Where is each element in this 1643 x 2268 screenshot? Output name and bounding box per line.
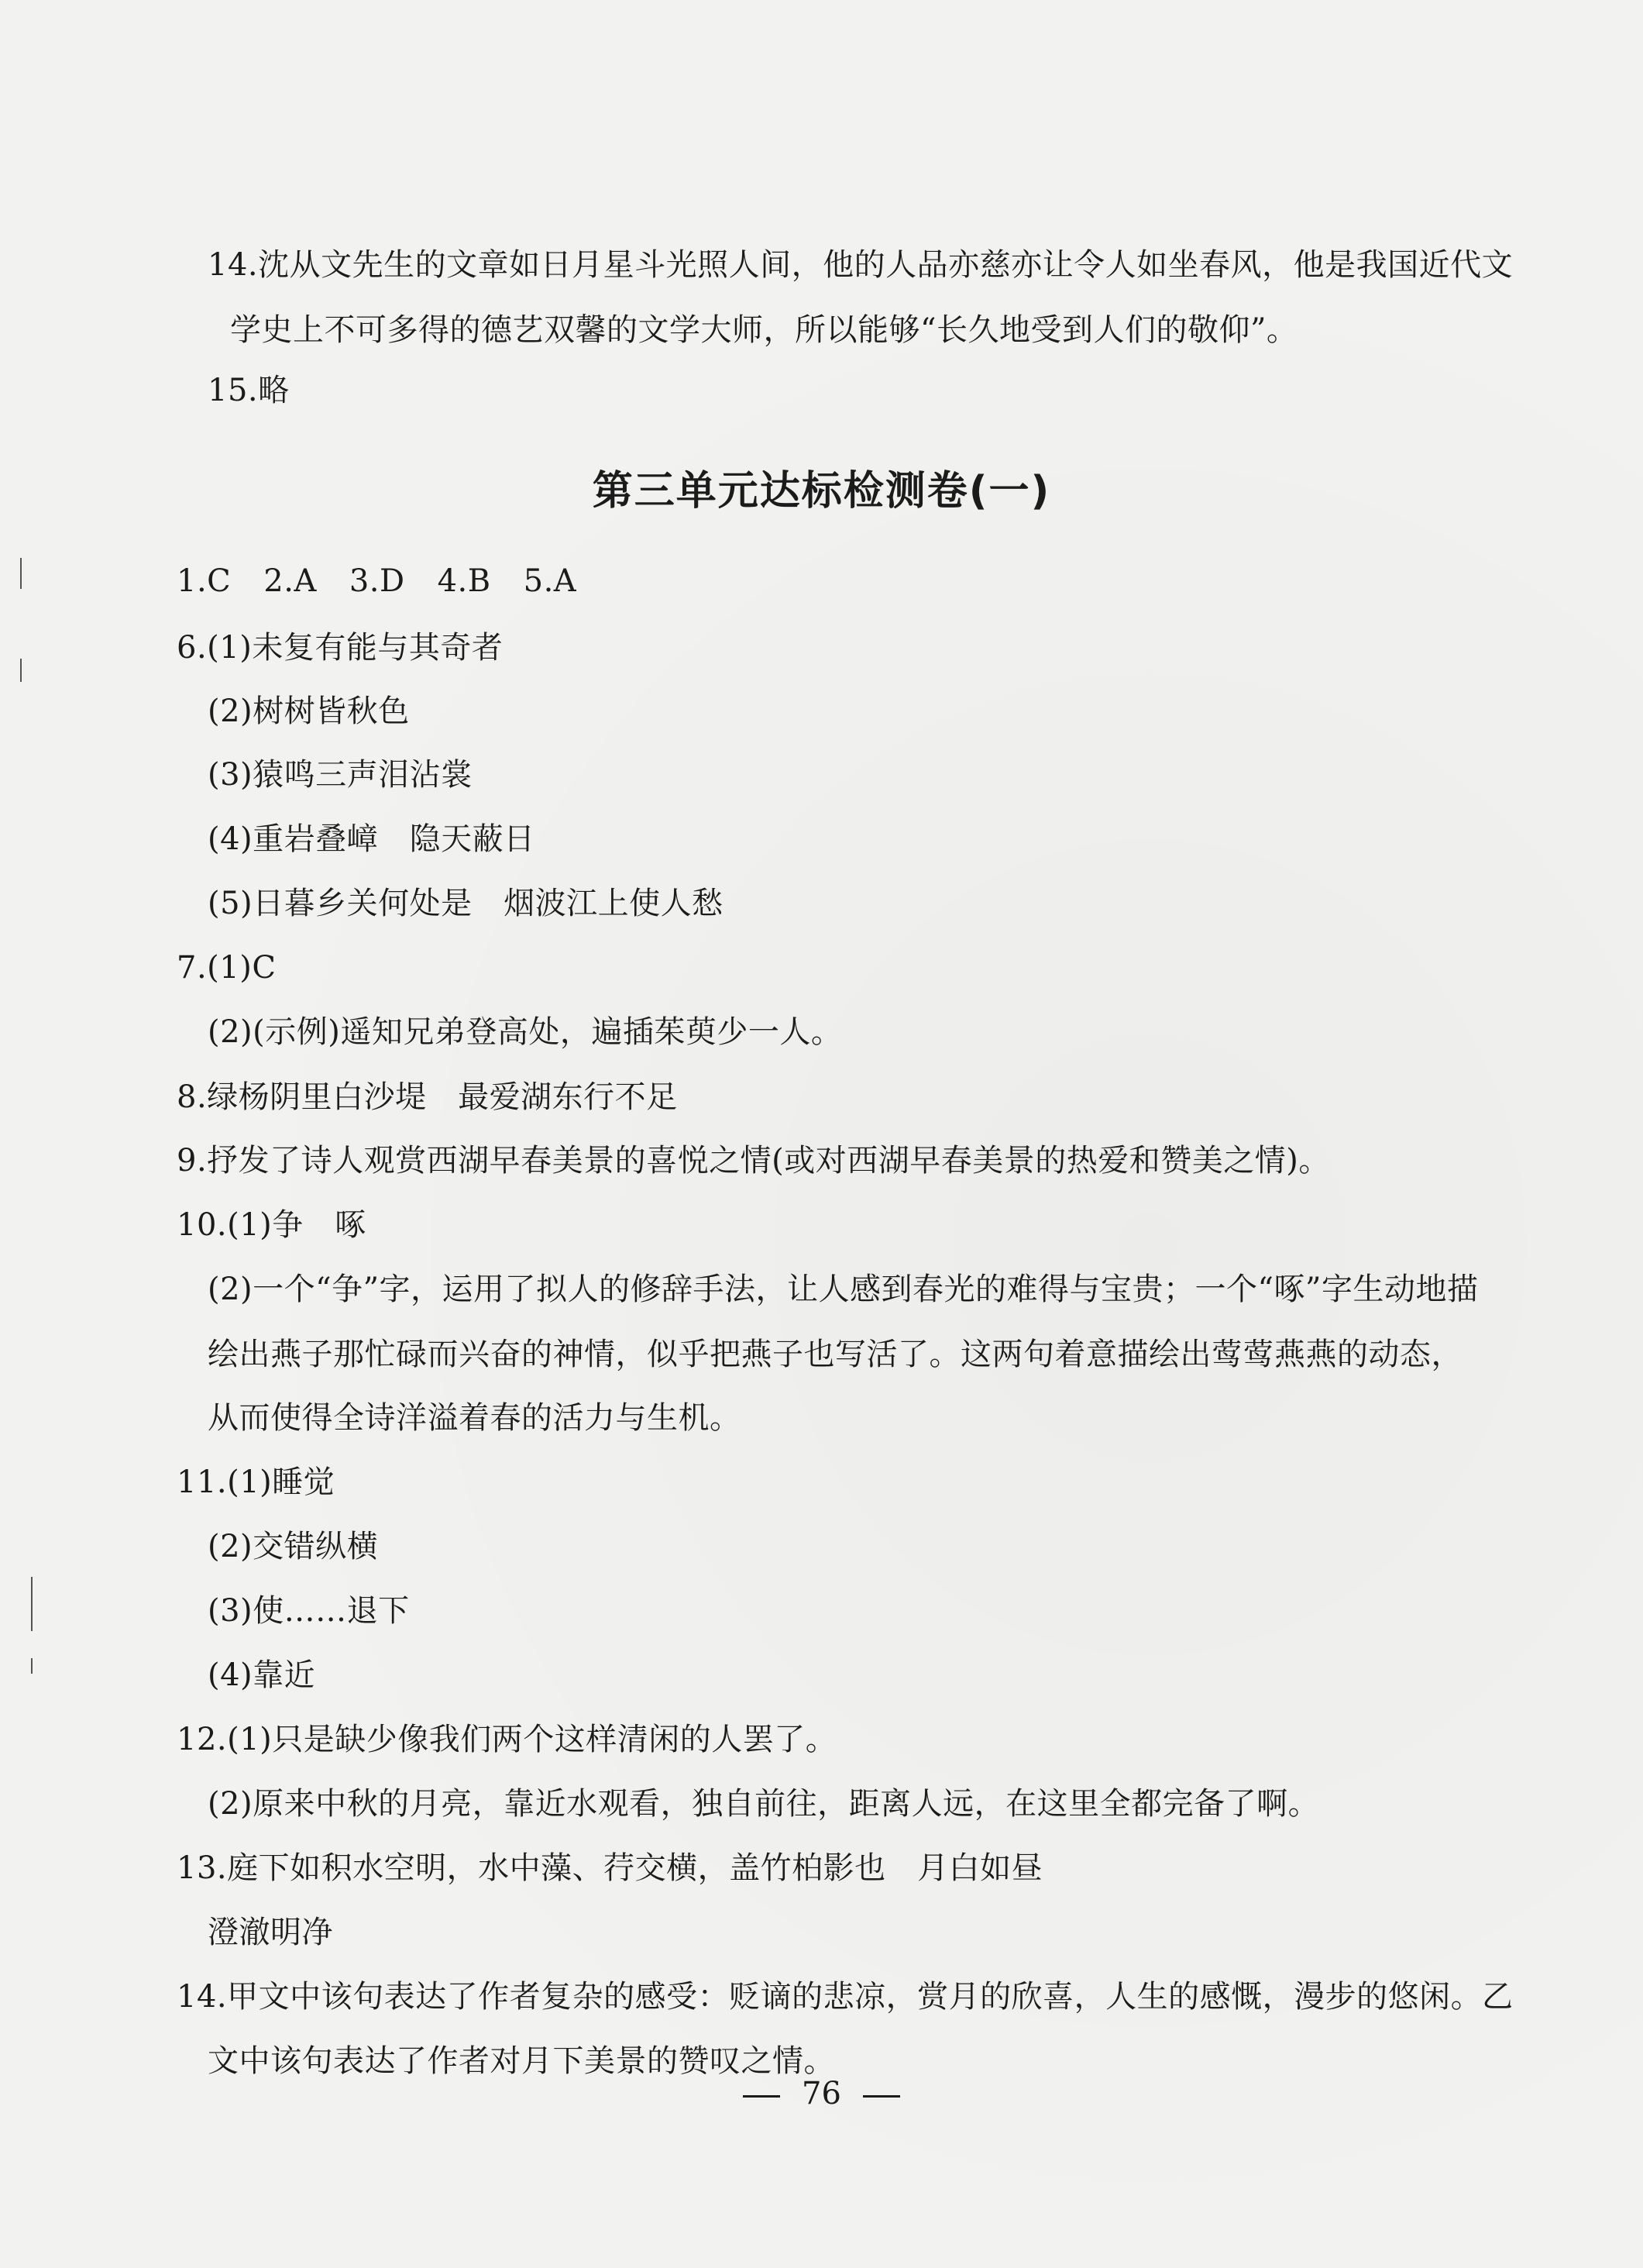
answer-8: 8.绿杨阴里白沙堤 最爱湖东行不足 bbox=[177, 1079, 678, 1115]
footer-dash-right bbox=[863, 2095, 900, 2098]
choice-answer-4: 4.B bbox=[437, 563, 491, 599]
answer-14-prev-line2: 学史上不可多得的德艺双馨的文学大师，所以能够“长久地受到人们的敬仰”。 bbox=[230, 312, 1298, 348]
answer-6-part3: (3)猿鸣三声泪沾裳 bbox=[208, 757, 473, 793]
answer-9: 9.抒发了诗人观赏西湖早春美景的喜悦之情(或对西湖早春美景的热爱和赞美之情)。 bbox=[177, 1143, 1330, 1179]
answer-12-part2: (2)原来中秋的月亮，靠近水观看，独自前往，距离人远，在这里全都完备了啊。 bbox=[208, 1786, 1320, 1822]
answer-10-part2-line1: (2)一个“争”字，运用了拟人的修辞手法，让人感到春光的难得与宝贵；一个“啄”字生动地描 bbox=[208, 1272, 1479, 1307]
scan-mark bbox=[20, 659, 22, 682]
answer-13-line1: 13.庭下如积水空明，水中藻、荇交横，盖竹柏影也 月白如昼 bbox=[177, 1850, 1043, 1886]
answer-14-line2: 文中该句表达了作者对月下美景的赞叹之情。 bbox=[208, 2043, 835, 2079]
answer-15-prev: 15.略 bbox=[208, 373, 290, 408]
answer-14-line1: 14.甲文中该句表达了作者复杂的感受：贬谪的悲凉，赏月的欣喜，人生的感慨，漫步的悠闲。乙 bbox=[177, 1979, 1514, 2015]
page-number: 76 bbox=[802, 2076, 841, 2111]
scan-mark bbox=[31, 1658, 33, 1674]
scan-mark bbox=[20, 558, 22, 589]
answer-10-part2-line3: 从而使得全诗洋溢着春的活力与生机。 bbox=[208, 1400, 741, 1436]
choice-answer-5: 5.A bbox=[523, 563, 577, 599]
footer-dash-left bbox=[743, 2095, 780, 2098]
choice-answer-3: 3.D bbox=[349, 563, 405, 599]
answer-10-part2-line2: 绘出燕子那忙碌而兴奋的神情，似乎把燕子也写活了。这两句着意描绘出莺莺燕燕的动态， bbox=[208, 1337, 1463, 1372]
choice-answer-2: 2.A bbox=[263, 563, 317, 599]
answer-11-label: 11.(1)睡觉 bbox=[177, 1464, 335, 1500]
answer-11-part3: (3)使……退下 bbox=[208, 1593, 410, 1629]
answer-11-part2: (2)交错纵横 bbox=[208, 1529, 379, 1564]
answer-13-line2: 澄澈明净 bbox=[208, 1915, 333, 1950]
choice-answer-1: 1.C bbox=[177, 563, 232, 599]
choice-answers bbox=[177, 563, 609, 599]
answer-10-label: 10.(1)争 啄 bbox=[177, 1207, 366, 1243]
answer-7-part2: (2)(示例)遥知兄弟登高处，遍插茱萸少一人。 bbox=[208, 1014, 843, 1050]
answer-11-part4: (4)靠近 bbox=[208, 1657, 316, 1693]
answer-6-label: 6.(1)未复有能与其奇者 bbox=[177, 630, 504, 666]
answer-6-part2: (2)树树皆秋色 bbox=[208, 693, 410, 729]
page-footer bbox=[0, 2077, 1643, 2111]
scan-mark bbox=[31, 1577, 33, 1631]
answer-14-prev-line1: 14.沈从文先生的文章如日月星斗光照人间，他的人品亦慈亦让令人如坐春风，他是我国近代文 bbox=[208, 247, 1514, 283]
answer-6-part4: (4)重岩叠嶂 隐天蔽日 bbox=[208, 821, 535, 857]
section-title: 第三单元达标检测卷(一) bbox=[592, 468, 1051, 515]
answer-6-part5: (5)日暮乡关何处是 烟波江上使人愁 bbox=[208, 886, 724, 921]
answer-12-label: 12.(1)只是缺少像我们两个这样清闲的人罢了。 bbox=[177, 1722, 837, 1757]
answer-7-label: 7.(1)C bbox=[177, 950, 277, 986]
